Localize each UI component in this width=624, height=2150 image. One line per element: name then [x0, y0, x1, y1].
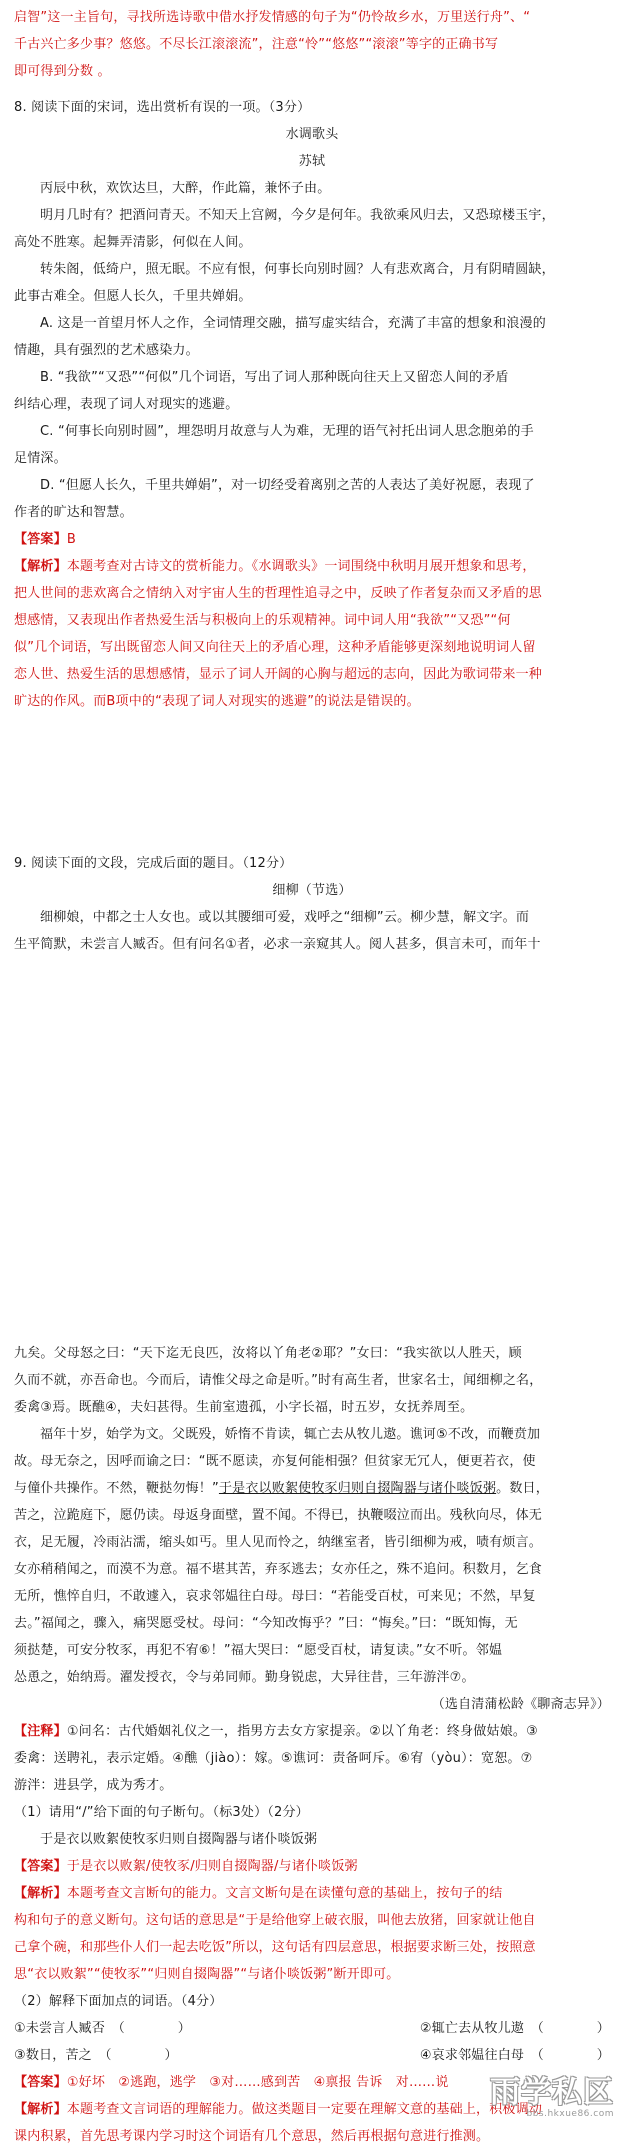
- word-item: ②辄亡去从牧儿遨 （ ）: [419, 2021, 610, 2036]
- option-a-cont: 情趣，具有强烈的艺术感染力。: [14, 343, 199, 358]
- analysis-line: 似”几个词语，写出既留恋人间又向往天上的矛盾心理，这种矛盾能够更深刻地说明词人留: [14, 640, 536, 655]
- underlined-sentence: 于是衣以败絮使牧豕归则自掇陶器与诸仆啖饭粥: [218, 1481, 497, 1496]
- option-d-cont: 作者的旷达和智慧。: [14, 505, 133, 520]
- previous-question-analysis: [14, 4, 610, 85]
- answer-label: 【答案】: [14, 532, 67, 547]
- sub-question-1-sentence: 于是衣以败絮使牧豕归则自掇陶器与诸仆啖饭粥: [40, 1832, 318, 1847]
- analysis-line: 启智”这一主旨句，寻找所选诗歌中借水抒发情感的句子为“仍怜故乡水，万里送行舟”、“: [14, 10, 531, 25]
- watermark-logo: 雨学私区: [490, 2075, 614, 2110]
- passage-source: （选自清蒲松龄《聊斋志异》）: [431, 1697, 610, 1712]
- word-item: ③数日，苦之 （ ）: [14, 2048, 178, 2063]
- poem-author: 苏轼: [298, 154, 326, 169]
- poem-line: 明月几时有？把酒问青天。不知天上宫阙，今夕是何年。我欲乘风归去，又恐琼楼玉宇，: [40, 208, 555, 223]
- note-label: 【注释】: [14, 1724, 67, 1739]
- poem-preface: 丙辰中秋，欢饮达旦，大醉，作此篇，兼怀子由。: [40, 181, 331, 196]
- passage-line: 无所，憔悴自归，不敢遽入，哀求邻媪往白母。母曰：“若能受百杖，可来见；不然，早复: [14, 1589, 536, 1604]
- option-b: B. “我欲”“又恐”“何似”几个词语，写出了词人那种既向往天上又留恋人间的矛盾: [40, 370, 509, 385]
- question-8-stem: 8. 阅读下面的宋词，选出赏析有误的一项。（3分）: [14, 100, 311, 115]
- analysis-line: 构和句子的意义断句。这句话的意思是“于是给他穿上破衣服，叫他去放猪，回家就让他自: [14, 1913, 536, 1928]
- poem-line: 此事古难全。但愿人长久，千里共婵娟。: [14, 289, 252, 304]
- blank-gap: [0, 1040, 624, 1330]
- answer-line: [14, 526, 610, 553]
- poem-title: 水调歌头: [285, 127, 339, 142]
- sub-question-2: （2）解释下面加点的词语。（4分）: [14, 1994, 223, 2009]
- analysis-line: 课内积累，首先思考课内学习时这个词语有几个意思，然后再根据句意进行推测。: [14, 2129, 490, 2144]
- question-9-top: [14, 850, 610, 958]
- analysis-line: 思“衣以败絮”“使牧豕”“归则自掇陶器”“与诸仆啖饭粥”断开即可。: [14, 1967, 400, 1982]
- analysis-label: 【解析】: [14, 2102, 67, 2117]
- analysis-line: 【解析】本题考查文言词语的理解能力。做这类题目一定要在理解文意的基础上，积极调动: [14, 2102, 543, 2117]
- option-c: C. “何事长向别时圆”，埋怨明月故意与人为难，无理的语气衬托出词人思念胞弟的手: [40, 424, 534, 439]
- passage-line: 九矣。父母怒之曰：“天下迄无良匹，汝将以丫角老②耶？”女曰：“我实欲以人胜天，顾: [14, 1346, 522, 1361]
- passage-line: 福年十岁，始学为文。父既殁，娇惰不肯读，辄亡去从牧儿遨。谯诃⑤不改，而鞭贲加: [40, 1427, 541, 1442]
- option-d: D. “但愿人长久，千里共婵娟”，对一切经受着离别之苦的人表达了美好祝愿，表现了: [40, 478, 535, 493]
- passage-line: 怂恿之，始纳焉。濯发授衣，令与弟同师。勤身锐虑，大异往昔，三年游泮⑦。: [14, 1670, 475, 1685]
- analysis-line: 千古兴亡多少事？悠悠。不尽长江滚滚流”，注意“怜”“悠悠”“滚滚”等字的正确书写: [14, 37, 499, 52]
- passage-line: 衣，足无履，冷雨沾濡，缩头如丐。里人见而怜之，纳继室者，皆引细柳为戒，啧有烦言。: [14, 1535, 543, 1550]
- answer-label: 【答案】: [14, 1859, 67, 1874]
- analysis-line: 恋人世、热爱生活的思想感情，显示了词人开阔的心胸与超远的志向，因此为歌词带来一种: [14, 667, 543, 682]
- watermark-url: bbs.hkxue86.com: [526, 2109, 614, 2119]
- passage-title: 细柳（节选）: [272, 883, 352, 898]
- analysis-line: 己拿个碗，和那些仆人们一起去吃饭”所以，这句话有四层意思，根据要求断三处，按照意: [14, 1940, 536, 1955]
- word-row: [14, 2042, 610, 2069]
- analysis-line: 【解析】本题考查对古诗文的赏析能力。《水调歌头》一词围绕中秋明月展开想象和思考，: [14, 559, 536, 574]
- passage-line: 须挞楚，可安分牧豕，再犯不宥⑥！”福大哭曰：“愿受百杖，请复读。”女不听。邻媪: [14, 1643, 503, 1658]
- question-9-body: [14, 1340, 610, 2150]
- note-line: 游泮：进县学，成为秀才。: [14, 1778, 173, 1793]
- passage-line: 女亦稍稍闻之，而漠不为意。福不堪其苦，弃豕逃去；女亦任之，殊不追问。积数月，乞食: [14, 1562, 543, 1577]
- passage-line: 生平简默，未尝言人臧否。但有问名①者，必求一亲窥其人。阅人甚多，俱言未可，而年十: [14, 937, 541, 952]
- site-watermark: [444, 2070, 614, 2119]
- passage-line: 委禽③焉。既醮④，夫妇甚得。生前室遗孤，小字长福，时五岁，女抚养周至。: [14, 1400, 474, 1415]
- analysis-line: 把人世间的悲欢离合之情纳入对宇宙人生的哲理性追寻之中，反映了作者复杂而又矛盾的思: [14, 586, 543, 601]
- analysis-line: 想感情，又表现出作者热爱生活与积极向上的乐观精神。词中词人用“我欲”“又恐”“何: [14, 613, 511, 628]
- analysis-label: 【解析】: [14, 559, 67, 574]
- answer-value: 于是衣以败絮/使牧豕/归则自掇陶器/与诸仆啖饭粥: [66, 1859, 358, 1874]
- passage-line: 久而不就，亦吾命也。今而后，请惟父母之命是听。”时有高生者，世家名士，闻细柳之名，: [14, 1373, 543, 1388]
- analysis-label: 【解析】: [14, 1886, 67, 1901]
- poem-line: 高处不胜寒。起舞弄清影，何似在人间。: [14, 235, 252, 250]
- passage-line: 苦之，泣跪庭下，愿仍读。母返身面壁，置不闻。不得已，执鞭啜泣而出。残秋向尽，体无: [14, 1508, 543, 1523]
- option-c-cont: 足情深。: [14, 451, 67, 466]
- option-a: A. 这是一首望月怀人之作，全词情理交融，描写虚实结合，充满了丰富的想象和浪漫的: [40, 316, 546, 331]
- passage-line: 与僮仆共操作。不然，鞭挞勿悔！”于是衣以败絮使牧豕归则自掇陶器与诸仆啖饭粥。数日，: [14, 1481, 549, 1496]
- word-row: [14, 2015, 610, 2042]
- answer-value: ①好坏 ②逃跑，逃学 ③对……感到苦 ④禀报 告诉 对……说: [66, 2075, 449, 2090]
- word-item: ①未尝言人臧否 （ ）: [14, 2021, 191, 2036]
- passage-line: 细柳娘，中都之士人女也。或以其腰细可爱，戏呼之“细柳”云。柳少慧，解文字。而: [40, 910, 530, 925]
- word-item: ④哀求邻媪往白母 （ ）: [419, 2048, 610, 2063]
- option-b-cont: 纠结心理，表现了词人对现实的逃避。: [14, 397, 239, 412]
- note-line: 委禽：送聘礼，表示定婚。④醮（jiào）：嫁。⑤谯诃：责备呵斥。⑥宥（yòu）：宽恕。⑦: [14, 1751, 533, 1766]
- question-9-stem: 9. 阅读下面的文段，完成后面的题目。（12分）: [14, 856, 293, 871]
- poem-line: 转朱阁，低绮户，照无眠。不应有恨，何事长向别时圆？人有悲欢离合，月有阴晴圆缺，: [40, 262, 555, 277]
- passage-line: 去。”福闻之，骤入，痛哭愿受杖。母问：“今知改悔乎？”曰：“悔矣。”曰：“既知悔，无: [14, 1616, 518, 1631]
- note-line: 【注释】①问名：古代婚姻礼仪之一，指男方去女方家提亲。②以丫角老：终身做姑娘。③: [14, 1724, 538, 1739]
- answer-label: 【答案】: [14, 2075, 67, 2090]
- passage-line: 故。母无奈之，因呼而谕之曰：“既不愿读，亦复何能相强？但贫家无冗人，便更若衣，使: [14, 1454, 536, 1469]
- analysis-line: 【解析】本题考查文言断句的能力。文言文断句是在读懂句意的基础上，按句子的结: [14, 1886, 503, 1901]
- sub-question-1: （1）请用“/”给下面的句子断句。（标3处）（2分）: [14, 1805, 309, 1820]
- answer-value: B: [66, 532, 76, 547]
- answer-line: [14, 1853, 610, 1880]
- analysis-line: 即可得到分数 。: [14, 64, 111, 79]
- analysis-line: 旷达的作风。而B项中的“表现了词人对现实的逃避”的说法是错误的。: [14, 694, 420, 709]
- question-8: [14, 94, 610, 715]
